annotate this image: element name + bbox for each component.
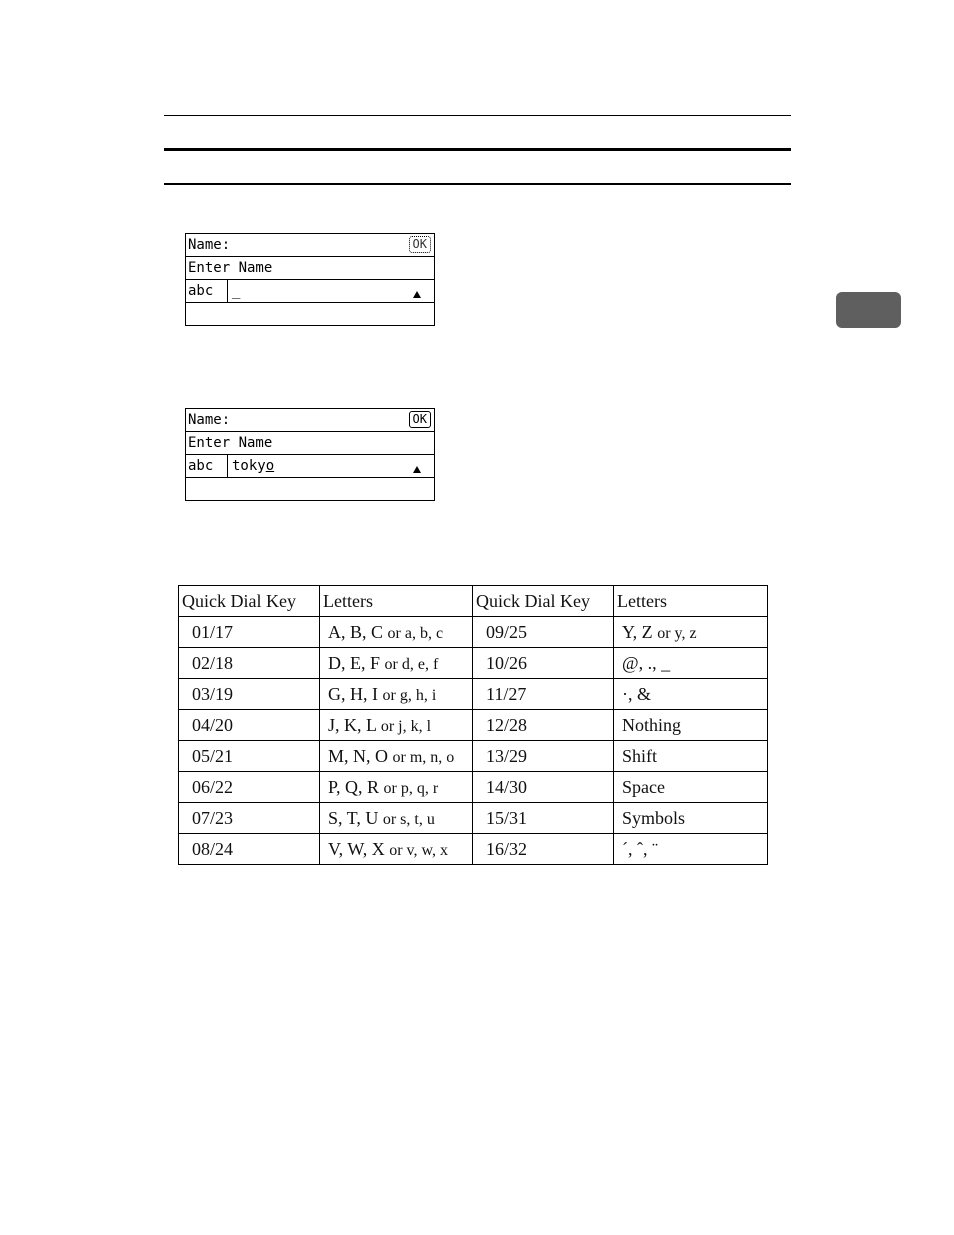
letters-lower: or y, z xyxy=(657,624,697,642)
lcd-prompt-row xyxy=(186,257,434,280)
chapter-tab xyxy=(836,292,901,328)
lcd-prompt: Enter Name xyxy=(188,435,273,451)
letters-cell xyxy=(320,772,473,803)
quick-dial-key-cell: 10/26 xyxy=(473,648,614,679)
lcd-prompt-row xyxy=(186,432,434,455)
letters-upper: M, N, O xyxy=(328,745,389,766)
letters-cell xyxy=(614,741,768,772)
entry-text: toky xyxy=(232,458,266,474)
input-mode-label: abc xyxy=(188,458,214,474)
header-quick-dial-key: Quick Dial Key xyxy=(179,586,320,617)
letters-cell xyxy=(320,617,473,648)
quick-dial-key-cell: 14/30 xyxy=(473,772,614,803)
quick-dial-key-cell: 06/22 xyxy=(179,772,320,803)
quick-dial-key-cell: 04/20 xyxy=(179,710,320,741)
letters-upper: ·, & xyxy=(622,683,651,704)
quick-dial-key-cell: 03/19 xyxy=(179,679,320,710)
lcd-entry-row xyxy=(186,280,434,303)
quick-dial-key-cell: 05/21 xyxy=(179,741,320,772)
quick-dial-key-cell: 02/18 xyxy=(179,648,320,679)
letters-upper: Space xyxy=(622,776,665,797)
lcd-screen-entered xyxy=(185,408,435,501)
table-row xyxy=(179,648,768,679)
quick-dial-letters-table xyxy=(178,585,768,865)
letters-cell xyxy=(614,617,768,648)
table-row xyxy=(179,803,768,834)
table-row xyxy=(179,834,768,865)
letters-cell xyxy=(614,834,768,865)
letters-upper: A, B, C xyxy=(328,621,384,642)
name-input[interactable] xyxy=(232,458,274,474)
lcd-title-row xyxy=(186,234,434,257)
letters-lower: or d, e, f xyxy=(384,655,439,673)
table-row xyxy=(179,741,768,772)
letters-cell xyxy=(320,834,473,865)
table-row xyxy=(179,617,768,648)
letters-lower: or s, t, u xyxy=(382,810,435,828)
letters-cell xyxy=(320,648,473,679)
table-header-row xyxy=(179,586,768,617)
table-row xyxy=(179,772,768,803)
quick-dial-key-cell: 07/23 xyxy=(179,803,320,834)
lcd-title-row xyxy=(186,409,434,432)
letters-cell xyxy=(614,772,768,803)
letters-cell xyxy=(320,679,473,710)
letters-cell xyxy=(614,648,768,679)
header-rule-bottom xyxy=(164,183,791,185)
letters-cell xyxy=(320,803,473,834)
letters-upper: V, W, X xyxy=(328,838,385,859)
letters-upper: Y, Z xyxy=(622,621,653,642)
entry-cursor: _ xyxy=(232,283,241,299)
table-row xyxy=(179,679,768,710)
lcd-label: Name: xyxy=(188,237,231,253)
letters-lower: or p, q, r xyxy=(383,779,439,797)
quick-dial-key-cell: 15/31 xyxy=(473,803,614,834)
input-mode-box xyxy=(186,280,228,302)
name-input[interactable] xyxy=(232,283,240,299)
scroll-up-icon xyxy=(413,291,421,298)
quick-dial-key-cell: 16/32 xyxy=(473,834,614,865)
letters-upper: Shift xyxy=(622,745,658,766)
letters-upper: ´, ˆ, ¨ xyxy=(622,838,658,859)
letters-upper: S, T, U xyxy=(328,807,379,828)
lcd-bottom-row xyxy=(186,303,434,325)
header-rule-thick xyxy=(164,148,791,151)
letters-cell xyxy=(320,741,473,772)
table-row xyxy=(179,710,768,741)
quick-dial-key-cell: 01/17 xyxy=(179,617,320,648)
lcd-screen-empty xyxy=(185,233,435,326)
letters-upper: G, H, I xyxy=(328,683,378,704)
ok-button-disabled[interactable]: OK xyxy=(409,236,431,253)
letters-cell xyxy=(614,803,768,834)
quick-dial-key-cell: 08/24 xyxy=(179,834,320,865)
letters-upper: P, Q, R xyxy=(328,776,380,797)
quick-dial-key-cell: 13/29 xyxy=(473,741,614,772)
letters-upper: D, E, F xyxy=(328,652,381,673)
letters-upper: J, K, L xyxy=(328,714,377,735)
header-letters: Letters xyxy=(614,586,768,617)
lcd-entry-row xyxy=(186,455,434,478)
letters-cell xyxy=(614,679,768,710)
letters-upper: Symbols xyxy=(622,807,686,828)
lcd-label: Name: xyxy=(188,412,231,428)
header-quick-dial-key: Quick Dial Key xyxy=(473,586,614,617)
letters-lower: or a, b, c xyxy=(387,624,444,642)
entry-cursor: o xyxy=(265,458,275,474)
letters-upper: @, ., _ xyxy=(622,652,671,673)
quick-dial-key-cell: 09/25 xyxy=(473,617,614,648)
ok-button[interactable]: OK xyxy=(409,411,431,428)
scroll-up-icon xyxy=(413,466,421,473)
letters-lower: or v, w, x xyxy=(389,841,449,859)
letters-lower: or g, h, i xyxy=(382,686,437,704)
quick-dial-key-cell: 11/27 xyxy=(473,679,614,710)
letters-cell xyxy=(320,710,473,741)
header-rule-thin xyxy=(164,115,791,116)
input-mode-label: abc xyxy=(188,283,214,299)
letters-lower: or m, n, o xyxy=(392,748,455,766)
lcd-bottom-row xyxy=(186,478,434,500)
letters-lower: or j, k, l xyxy=(380,717,432,735)
input-mode-box xyxy=(186,455,228,477)
header-letters: Letters xyxy=(320,586,473,617)
letters-cell xyxy=(614,710,768,741)
letters-upper: Nothing xyxy=(622,714,682,735)
quick-dial-key-cell: 12/28 xyxy=(473,710,614,741)
lcd-prompt: Enter Name xyxy=(188,260,273,276)
